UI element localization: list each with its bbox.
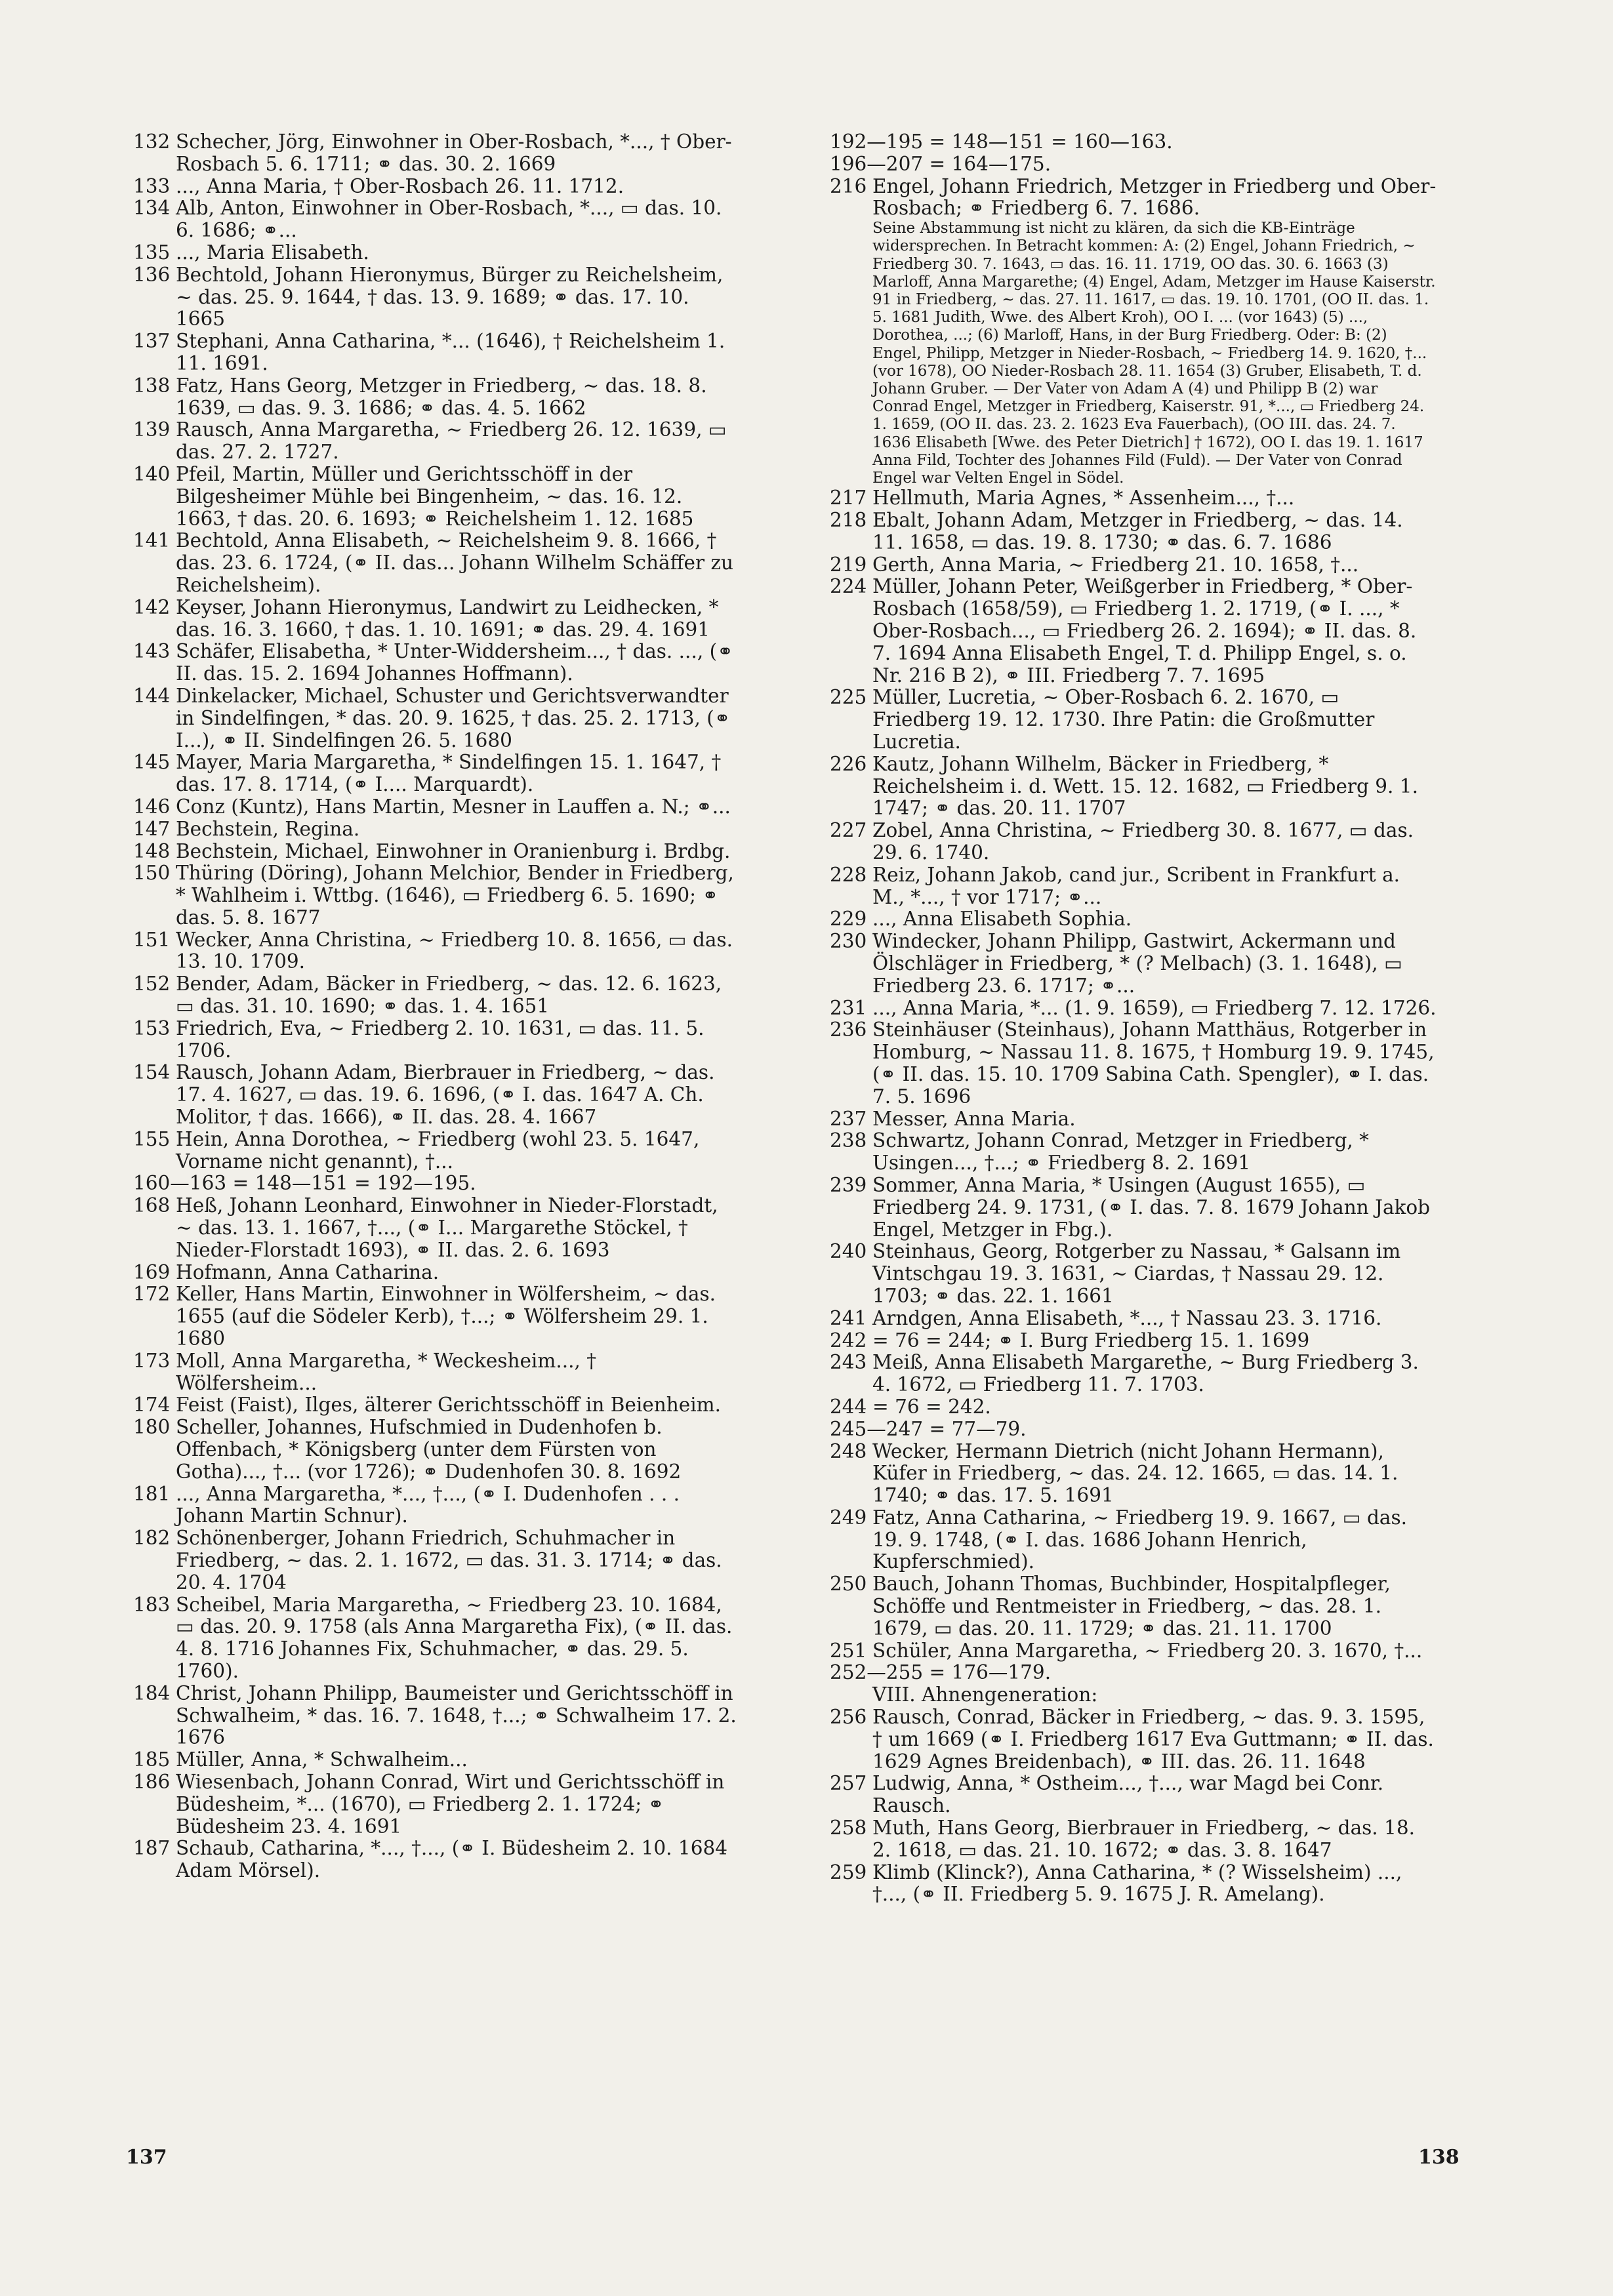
genealogy-entry [133, 1749, 740, 1771]
equivalence-line [830, 1419, 1437, 1441]
entry-text: Schäfer, Elisabetha, * Unter-Widdersheim..., † das. ..., (⚭ II. das. 15. 2. 1694 Johannes Hoffmann). [176, 640, 733, 685]
entry-number: 250 [830, 1573, 867, 1596]
entry-text: Wecker, Anna Christina, ~ Friedberg 10. 8. 1656, ▭ das. 13. 10. 1709. [176, 928, 733, 973]
genealogy-entry [830, 997, 1437, 1020]
entry-number: 241 [830, 1306, 867, 1329]
entry-text: 245—247 = 77—79. [830, 1417, 1027, 1440]
entry-text: Steinhaus, Georg, Rotgerber zu Nassau, * Galsann im Vintschgau 19. 3. 1631, ~ Ciardas, † Nassau 29. 12. 1703; ⚭ das. 22. 1. 1661 [872, 1240, 1401, 1307]
entry-text: Rausch, Anna Margaretha, ~ Friedberg 26. 12. 1639, ▭ das. 27. 2. 1727. [176, 418, 727, 464]
entry-text: Wecker, Hermann Dietrich (nicht Johann Hermann), Küfer in Friedberg, ~ das. 24. 12. 1665, ▭ das. 14. 1. 1740; ⚭ das. 17. 5. 1691 [872, 1440, 1399, 1507]
entry-text: Müller, Johann Peter, Weißgerber in Friedberg, * Ober-Rosbach (1658/59), ▭ Friedberg 1. 2. 1719, (⚭ I. ..., * Ober-Rosbach..., ▭ Friedberg 26. 2. 1694); ⚭ II. das. 8. 7. 1694 Anna Elisabeth Engel, T. d. Philipp Engel, s. o. Nr. 216 B 2), ⚭ III. Friedberg 7. 7. 1695 [872, 575, 1417, 687]
entry-number: 249 [830, 1506, 867, 1529]
entry-number: 251 [830, 1639, 867, 1662]
genealogy-entry [133, 1195, 740, 1261]
entry-text: Ebalt, Johann Adam, Metzger in Friedberg, ~ das. 14. 11. 1658, ▭ das. 19. 8. 1730; ⚭ das. 6. 7. 1686 [872, 509, 1403, 554]
entry-number: 168 [133, 1194, 171, 1217]
genealogy-entry [133, 242, 740, 264]
equivalence-line [133, 1173, 740, 1195]
entry-text: Klimb (Klinck?), Anna Catharina, * (? Wisselsheim) ..., †..., (⚭ II. Friedberg 5. 9. 1675 J. R. Amelang). [872, 1861, 1402, 1906]
genealogy-entry [133, 1771, 740, 1838]
entry-number: 242 [830, 1329, 867, 1352]
genealogy-entry [133, 1283, 740, 1350]
entry-number: 153 [133, 1017, 171, 1039]
entry-text: 252—255 = 176—179. [830, 1661, 1052, 1684]
entry-number: 219 [830, 553, 867, 576]
genealogy-entry [133, 1838, 740, 1882]
genealogy-entry [830, 931, 1437, 997]
entry-number: 147 [133, 817, 171, 840]
entry-text: Wiesenbach, Johann Conrad, Wirt und Gerichtsschöff in Büdesheim, *... (1670), ▭ Friedberg 2. 1. 1724; ⚭ Büdesheim 23. 4. 1691 [176, 1770, 725, 1838]
entry-number: 244 [830, 1395, 867, 1418]
genealogy-entry [830, 1175, 1437, 1241]
entry-text: Scheibel, Maria Margaretha, ~ Friedberg 23. 10. 1684, ▭ das. 20. 9. 1758 (als Anna Margaretha Fix), (⚭ II. das. 4. 8. 1716 Johannes Fix, Schuhmacher, ⚭ das. 29. 5. 1760). [176, 1593, 733, 1682]
entry-number: 181 [133, 1482, 171, 1505]
genealogy-entry [830, 510, 1437, 554]
entry-number: 145 [133, 751, 171, 774]
entry-number: 143 [133, 640, 171, 663]
entry-text: Windecker, Johann Philipp, Gastwirt, Ackermann und Ölschläger in Friedberg, * (? Melbach) (3. 1. 1648), ▭ Friedberg 23. 6. 1717; ⚭... [872, 930, 1402, 997]
entry-number: 136 [133, 263, 171, 286]
entry-number: 174 [133, 1394, 171, 1417]
entry-text: ..., Maria Elisabeth. [176, 241, 369, 264]
entry-number: 230 [830, 930, 867, 953]
genealogy-entry [830, 754, 1437, 820]
entry-number: 257 [830, 1772, 867, 1795]
entry-number: 152 [133, 973, 171, 996]
genealogy-entry [133, 1018, 740, 1062]
entry-text: Moll, Anna Margaretha, * Weckesheim..., † Wölfersheim... [176, 1349, 596, 1394]
entry-number: 148 [133, 839, 171, 862]
entry-number: 216 [830, 174, 867, 197]
entry-text: = 76 = 242. [872, 1395, 991, 1418]
genealogy-entry [133, 685, 740, 752]
genealogy-entry [133, 1262, 740, 1284]
genealogy-entry [830, 1441, 1437, 1507]
genealogy-entry [133, 375, 740, 420]
genealogy-entry [133, 1527, 740, 1594]
page-number-left: 137 [126, 2146, 167, 2169]
equivalence-line [830, 153, 1437, 176]
genealogy-entry [133, 1483, 740, 1528]
entry-text: Meiß, Anna Elisabeth Margarethe, ~ Burg Friedberg 3. 4. 1672, ▭ Friedberg 11. 7. 1703. [872, 1351, 1419, 1396]
entry-number: 146 [133, 795, 171, 818]
entry-number: 151 [133, 928, 171, 951]
entry-number: 144 [133, 684, 171, 707]
entry-text: Bauch, Johann Thomas, Buchbinder, Hospitalpfleger, Schöffe und Rentmeister in Friedberg, ~ das. 28. 1. 1679, ▭ das. 20. 11. 1729; ⚭ das. 21. 11. 1700 [872, 1573, 1391, 1640]
entry-text: = 76 = 244; ⚭ I. Burg Friedberg 15. 1. 1699 [872, 1329, 1310, 1352]
genealogy-entry [133, 818, 740, 841]
entry-text: Sommer, Anna Maria, * Usingen (August 1655), ▭ Friedberg 24. 9. 1731, (⚭ I. das. 7. 8. 1679 Johann Jakob Engel, Metzger in Fbg.). [872, 1173, 1431, 1241]
entry-text: Schaub, Catharina, *..., †..., (⚭ I. Büdesheim 2. 10. 1684 Adam Mörsel). [176, 1837, 728, 1882]
entry-text: Muth, Hans Georg, Bierbrauer in Friedberg, ~ das. 18. 2. 1618, ▭ das. 21. 10. 1672; ⚭ das. 3. 8. 1647 [872, 1817, 1415, 1861]
entry-text: Alb, Anton, Einwohner in Ober-Rosbach, *..., ▭ das. 10. 6. 1686; ⚭... [176, 197, 722, 242]
entry-text: Engel, Johann Friedrich, Metzger in Friedberg und Ober-Rosbach; ⚭ Friedberg 6. 7. 1686. [872, 174, 1437, 220]
genealogy-entry [830, 487, 1437, 510]
entry-number: 135 [133, 241, 171, 264]
entry-number: 238 [830, 1129, 867, 1152]
genealogy-entry [830, 908, 1437, 931]
genealogy-entry [133, 862, 740, 929]
footnote-216: Seine Abstammung ist nicht zu klären, da sich die KB-Einträge widersprechen. In Betracht kommen: A: (2) Engel, Johann Friedrich, ~ Friedberg 30. 7. 1643, ▭ das. 16. 11. 1719, OO das. 30. 6. 1663 (3) Marloff, Anna Margarethe; (4) Engel, Adam, Metzger im Hause Kaiserstr. 91 in Friedberg, ~ das. 27. 11. 1617, ▭ das. 19. 10. 1701, (OO II. das. 1. 5. 1681 Judith, Wwe. des Albert Kroh), OO I. ... (vor 1643) (5) ..., Dorothea, ...; (6) Marloff, Hans, in der Burg Friedberg. Oder: B: (2) Engel, Philipp, Metzger in Nieder-Rosbach, ~ Friedberg 14. 9. 1620, †... (vor 1678), OO Nieder-Rosbach 28. 11. 1654 (3) Gruber, Elisabeth, T. d. Johann Gruber. — Der Vater von Adam A (4) und Philipp B (2) war Conrad Engel, Metzger in Friedberg, Kaiserstr. 91, *..., ▭ Friedberg 24. 1. 1659, (OO II. das. 23. 2. 1623 Eva Fauerbach), (OO III. das. 24. 7. 1636 Elisabeth [Wwe. des Peter Dietrich] † 1672), OO I. das 19. 1. 1617 Anna Fild, Tochter des Johannes Fild (Fuld). — Der Vater von Conrad Engel war Velten Engel in Södel. [872, 220, 1436, 487]
section-heading: VIII. Ahnengeneration: [872, 1683, 1098, 1706]
entry-number: 248 [830, 1440, 867, 1462]
genealogy-entry [133, 641, 740, 685]
genealogy-entry [830, 1817, 1437, 1862]
entry-text: Thüring (Döring), Johann Melchior, Bender in Friedberg, * Wahlheim i. Wttbg. (1646), ▭ Friedberg 6. 5. 1690; ⚭ das. 5. 8. 1677 [176, 862, 734, 929]
entry-text: Bechstein, Regina. [176, 817, 360, 840]
genealogy-entry [830, 1308, 1437, 1330]
genealogy-entry [133, 331, 740, 375]
entry-number: 237 [830, 1107, 867, 1130]
entry-number: 139 [133, 418, 171, 441]
entry-text: Schüler, Anna Margaretha, ~ Friedberg 20. 3. 1670, †... [872, 1639, 1423, 1662]
genealogy-entry [133, 796, 740, 818]
genealogy-entry [133, 197, 740, 242]
entry-number: 228 [830, 863, 867, 886]
entry-text: Steinhäuser (Steinhaus), Johann Matthäus, Rotgerber in Homburg, ~ Nassau 11. 8. 1675, † Homburg 19. 9. 1745, (⚭ II. das. 15. 10. 1709 Sabina Cath. Spengler), ⚭ I. das. 7. 5. 1696 [872, 1018, 1435, 1108]
genealogy-entry [830, 1862, 1437, 1906]
entry-number: 134 [133, 197, 171, 220]
entry-text: Zobel, Anna Christina, ~ Friedberg 30. 8. 1677, ▭ das. 29. 6. 1740. [872, 819, 1414, 864]
entry-number: 224 [830, 575, 867, 598]
genealogy-entry [830, 1241, 1437, 1307]
entry-text: Bechtold, Anna Elisabeth, ~ Reichelsheim 9. 8. 1666, † das. 23. 6. 1724, (⚭ II. das... Johann Wilhelm Schäffer zu Reichelsheim). [176, 529, 734, 596]
entry-text: Stephani, Anna Catharina, *... (1646), † Reichelsheim 1. 11. 1691. [176, 330, 725, 374]
genealogy-entry [830, 1108, 1437, 1131]
entry-text: ..., Anna Maria, *... (1. 9. 1659), ▭ Friedberg 7. 12. 1726. [872, 996, 1437, 1019]
genealogy-entry [830, 1507, 1437, 1573]
genealogy-entry [133, 530, 740, 596]
equivalence-line [830, 131, 1437, 153]
entry-text: Ludwig, Anna, * Ostheim..., †..., war Magd bei Conr. Rausch. [872, 1772, 1384, 1817]
entry-number: 137 [133, 330, 171, 353]
entry-text: Bechtold, Johann Hieronymus, Bürger zu Reichelsheim, ~ das. 25. 9. 1644, † das. 13. 9. 1689; ⚭ das. 17. 10. 1665 [176, 263, 724, 331]
entry-number: 154 [133, 1061, 171, 1084]
entry-number: 187 [133, 1837, 171, 1860]
entry-number: 173 [133, 1349, 171, 1372]
genealogy-entry [830, 820, 1437, 864]
entry-text: Reiz, Johann Jakob, cand jur., Scribent in Frankfurt a. M., *..., † vor 1717; ⚭... [872, 863, 1400, 908]
genealogy-entry [133, 929, 740, 974]
genealogy-entry [133, 131, 740, 176]
genealogy-entry [133, 841, 740, 863]
genealogy-entry [830, 1640, 1437, 1662]
entry-text: ..., Anna Margaretha, *..., †..., (⚭ I. Dudenhofen . . . Johann Martin Schnur). [176, 1482, 680, 1527]
genealogy-entry [133, 419, 740, 464]
entry-text: Keller, Hans Martin, Einwohner in Wölfersheim, ~ das. 1655 (auf die Södeler Kerb), †...; ⚭ Wölfersheim 29. 1. 1680 [176, 1283, 716, 1350]
page-number-right: 138 [1418, 2146, 1460, 2169]
genealogy-entry [133, 1594, 740, 1683]
entry-text: Schecher, Jörg, Einwohner in Ober-Rosbach, *..., † Ober-Rosbach 5. 6. 1711; ⚭ das. 30. 2. 1669 [176, 131, 732, 175]
genealogy-entry [133, 1350, 740, 1395]
entry-text: Fatz, Hans Georg, Metzger in Friedberg, ~ das. 18. 8. 1639, ▭ das. 9. 3. 1686; ⚭ das. 4. 5. 1662 [176, 374, 707, 419]
genealogy-entry [830, 1330, 1437, 1352]
entry-number: 243 [830, 1351, 867, 1374]
right-column [830, 131, 1437, 1906]
entry-text: Kautz, Johann Wilhelm, Bäcker in Friedberg, * Reichelsheim i. d. Wett. 15. 12. 1682, ▭ Friedberg 9. 1. 1747; ⚭ das. 20. 11. 1707 [872, 752, 1418, 820]
entry-text: Arndgen, Anna Elisabeth, *..., † Nassau 23. 3. 1716. [872, 1306, 1382, 1329]
entry-number: 225 [830, 686, 867, 709]
entry-number: 155 [133, 1127, 171, 1150]
entry-text: 196—207 = 164—175. [830, 152, 1052, 175]
entry-number: 229 [830, 908, 867, 931]
entry-number: 183 [133, 1593, 171, 1616]
entry-text: Christ, Johann Philipp, Baumeister und Gerichtsschöff in Schwalheim, * das. 16. 7. 1648, †...; ⚭ Schwalheim 17. 2. 1676 [176, 1682, 737, 1749]
entry-number: 186 [133, 1770, 171, 1793]
entry-text: Fatz, Anna Catharina, ~ Friedberg 19. 9. 1667, ▭ das. 19. 9. 1748, (⚭ I. das. 1686 Johann Henrich, Kupferschmied). [872, 1506, 1407, 1573]
genealogy-entry [133, 752, 740, 796]
genealogy-entry [133, 1417, 740, 1483]
entry-text: Keyser, Johann Hieronymus, Landwirt zu Leidhecken, * das. 16. 3. 1660, † das. 1. 10. 1691; ⚭ das. 29. 4. 1691 [176, 595, 719, 641]
entry-number: 150 [133, 862, 171, 885]
entry-number: 217 [830, 487, 867, 510]
genealogy-entry [133, 264, 740, 331]
genealogy-entry [830, 1019, 1437, 1108]
entry-text: Pfeil, Martin, Müller und Gerichtsschöff in der Bilgesheimer Mühle bei Bingenheim, ~ das. 16. 12. 1663, † das. 20. 6. 1693; ⚭ Reichelsheim 1. 12. 1685 [176, 462, 694, 530]
entry-number: 259 [830, 1861, 867, 1883]
equivalence-line [830, 1662, 1437, 1684]
entry-number: 141 [133, 529, 171, 552]
genealogy-entry [830, 1396, 1437, 1419]
entry-text: Hellmuth, Maria Agnes, * Assenheim..., †... [872, 487, 1295, 510]
genealogy-entry [133, 1394, 740, 1417]
entry-text: 160—163 = 148—151 = 192—195. [133, 1172, 476, 1195]
entry-text: Gerth, Anna Maria, ~ Friedberg 21. 10. 1658, †... [872, 553, 1359, 576]
entry-number: 256 [830, 1706, 867, 1729]
entry-number: 231 [830, 996, 867, 1019]
entry-text: Messer, Anna Maria. [872, 1107, 1076, 1130]
entry-number: 240 [830, 1240, 867, 1263]
left-column [133, 131, 740, 1882]
genealogy-entry [133, 176, 740, 198]
entry-text: Mayer, Maria Margaretha, * Sindelfingen 15. 1. 1647, † das. 17. 8. 1714, (⚭ I.... Marquardt). [176, 751, 722, 796]
entry-text: 192—195 = 148—151 = 160—163. [830, 131, 1173, 153]
genealogy-entry [830, 1352, 1437, 1396]
genealogy-entry [830, 1773, 1437, 1817]
entry-text: Rausch, Johann Adam, Bierbrauer in Friedberg, ~ das. 17. 4. 1627, ▭ das. 19. 6. 1696, (⚭ I. das. 1647 A. Ch. Molitor, † das. 1666), ⚭ II. das. 28. 4. 1667 [176, 1061, 715, 1129]
entry-text: Conz (Kuntz), Hans Martin, Mesner in Lauffen a. N.; ⚭... [176, 795, 731, 818]
entry-number: 172 [133, 1283, 171, 1306]
entry-text: Heß, Johann Leonhard, Einwohner in Nieder-Florstadt, ~ das. 13. 1. 1667, †..., (⚭ I... Margarethe Stöckel, † Nieder-Florstadt 1693), ⚭ II. das. 2. 6. 1693 [176, 1194, 718, 1261]
entry-number: 140 [133, 462, 171, 485]
entry-number: 169 [133, 1260, 171, 1283]
genealogy-entry [830, 1706, 1437, 1773]
entry-number: 180 [133, 1416, 171, 1439]
entry-text: Feist (Faist), Ilges, älterer Gerichtsschöff in Beienheim. [176, 1394, 721, 1417]
entry-text: Hein, Anna Dorothea, ~ Friedberg (wohl 23. 5. 1647, Vorname nicht genannt), †... [176, 1127, 700, 1173]
entry-number: 226 [830, 752, 867, 775]
entry-text: Müller, Lucretia, ~ Ober-Rosbach 6. 2. 1670, ▭ Friedberg 19. 12. 1730. Ihre Patin: die Großmutter Lucretia. [872, 686, 1375, 753]
genealogy-entry [830, 554, 1437, 576]
genealogy-entry [133, 973, 740, 1018]
genealogy-entry [830, 687, 1437, 753]
genealogy-entry [830, 864, 1437, 909]
entry-number: 236 [830, 1018, 867, 1041]
genealogy-entry [133, 1683, 740, 1749]
entry-number: 132 [133, 131, 171, 153]
entry-number: 138 [133, 374, 171, 397]
genealogy-entry [133, 1062, 740, 1128]
entry-text: Scheller, Johannes, Hufschmied in Dudenhofen b. Offenbach, * Königsberg (unter dem Fürsten von Gotha)..., †... (vor 1726); ⚭ Dudenhofen 30. 8. 1692 [176, 1416, 682, 1483]
entry-number: 182 [133, 1527, 171, 1550]
entry-text: Schwartz, Johann Conrad, Metzger in Friedberg, * Usingen..., †...; ⚭ Friedberg 8. 2. 1691 [872, 1129, 1369, 1175]
genealogy-entry [133, 464, 740, 530]
entry-216 [830, 176, 1437, 220]
entry-text: Bechstein, Michael, Einwohner in Oranienburg i. Brdbg. [176, 839, 731, 862]
entry-text: Schönenberger, Johann Friedrich, Schuhmacher in Friedberg, ~ das. 2. 1. 1672, ▭ das. 31. 3. 1714; ⚭ das. 20. 4. 1704 [176, 1527, 722, 1594]
genealogy-entry [830, 1130, 1437, 1175]
entry-number: 227 [830, 819, 867, 842]
entry-number: 184 [133, 1682, 171, 1704]
entry-text: Bender, Adam, Bäcker in Friedberg, ~ das. 12. 6. 1623, ▭ das. 31. 10. 1690; ⚭ das. 1. 4. 1651 [176, 973, 722, 1018]
entry-text: Müller, Anna, * Schwalheim... [176, 1748, 468, 1771]
entry-number: 133 [133, 174, 171, 197]
entry-number: 185 [133, 1748, 171, 1771]
genealogy-entry [133, 1129, 740, 1173]
genealogy-entry [133, 597, 740, 641]
genealogy-entry [830, 576, 1437, 687]
entry-number: 239 [830, 1173, 867, 1196]
entry-text: ..., Anna Maria, † Ober-Rosbach 26. 11. 1712. [176, 174, 624, 197]
genealogy-entry [830, 1573, 1437, 1640]
entry-number: 142 [133, 595, 171, 618]
entry-text: Dinkelacker, Michael, Schuster und Gerichtsverwandter in Sindelfingen, * das. 20. 9. 1625, † das. 25. 2. 1713, (⚭ I...), ⚭ II. Sindelfingen 26. 5. 1680 [176, 684, 731, 752]
entry-number: 218 [830, 509, 867, 532]
entry-number: 258 [830, 1817, 867, 1840]
entry-text: Hofmann, Anna Catharina. [176, 1260, 439, 1283]
entry-text: ..., Anna Elisabeth Sophia. [872, 908, 1132, 931]
entry-text: Rausch, Conrad, Bäcker in Friedberg, ~ das. 9. 3. 1595, † um 1669 (⚭ I. Friedberg 1617 Eva Guttmann; ⚭ II. das. 1629 Agnes Breidenbach), ⚭ III. das. 26. 11. 1648 [872, 1706, 1434, 1773]
entry-text: Friedrich, Eva, ~ Friedberg 2. 10. 1631, ▭ das. 11. 5. 1706. [176, 1017, 704, 1062]
